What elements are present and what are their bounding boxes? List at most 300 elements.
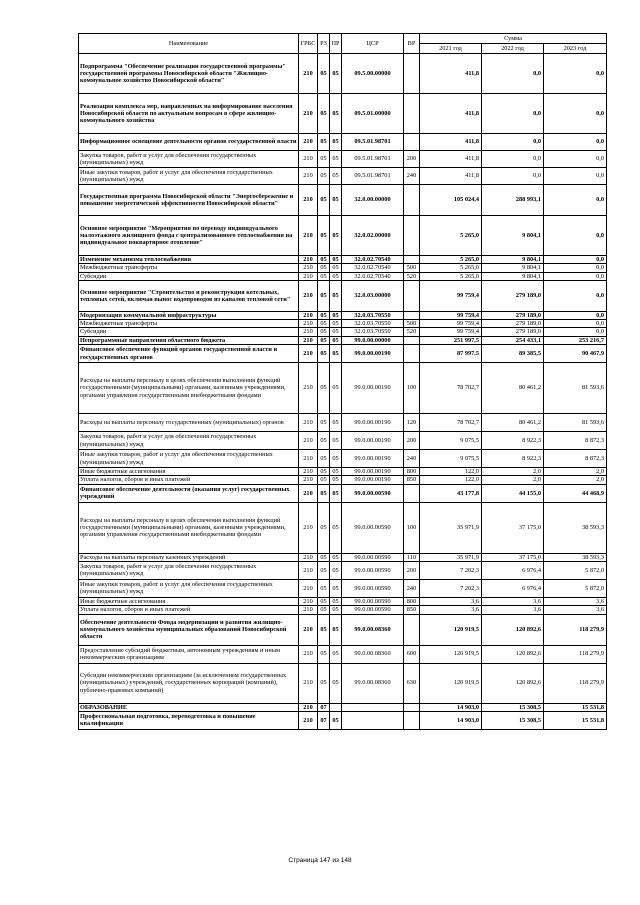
cell-vr [404, 185, 420, 216]
cell-vr [404, 345, 420, 363]
cell-pr: 05 [330, 272, 342, 280]
cell-y3: 8 872,3 [544, 432, 607, 450]
table-row [79, 597, 607, 605]
cell-rz: 05 [318, 502, 330, 553]
cell-y3: 0,0 [544, 94, 607, 134]
cell-rz: 05 [318, 328, 330, 336]
col-header-sum: Сумма [420, 34, 607, 44]
col-header-year-2021: 2021 год [420, 44, 482, 54]
cell-vr [404, 280, 420, 311]
cell-vr: 240 [404, 168, 420, 185]
cell-y2: 254 433,1 [482, 336, 544, 344]
cell-name: Иные закупки товаров, работ и услуг для обеспечения государственных (муниципальных) нужд [79, 450, 299, 468]
cell-csr: 99.0.00.08360 [342, 645, 404, 663]
cell-y3: 2,0 [544, 468, 607, 476]
cell-vr: 120 [404, 414, 420, 432]
cell-vr: 110 [404, 553, 420, 561]
cell-pr: 05 [330, 468, 342, 476]
cell-rz: 05 [318, 272, 330, 280]
cell-rz: 05 [318, 468, 330, 476]
table-row [79, 468, 607, 476]
cell-y3: 0,0 [544, 264, 607, 272]
cell-y1: 411,8 [420, 151, 482, 168]
table-row [79, 561, 607, 579]
cell-pr: 05 [330, 151, 342, 168]
cell-y1: 78 702,7 [420, 363, 482, 414]
cell-y3: 38 593,3 [544, 553, 607, 561]
cell-pr [330, 703, 342, 711]
cell-vr: 850 [404, 476, 420, 484]
cell-vr [404, 703, 420, 711]
cell-y2: 2,0 [482, 476, 544, 484]
cell-grbs: 210 [299, 502, 318, 553]
table-row [79, 256, 607, 264]
cell-y1: 43 177,8 [420, 484, 482, 502]
cell-pr: 05 [330, 484, 342, 502]
table-row [79, 216, 607, 256]
cell-pr: 05 [330, 645, 342, 663]
cell-y3: 0,0 [544, 151, 607, 168]
cell-y2: 8 922,3 [482, 450, 544, 468]
cell-name: Закупка товаров, работ и услуг для обеспечения государственных (муниципальных) нужд [79, 561, 299, 579]
cell-y1: 5 265,0 [420, 216, 482, 256]
table-row [79, 579, 607, 597]
cell-csr: 99.0.00.00190 [342, 476, 404, 484]
cell-y2: 279 189,0 [482, 320, 544, 328]
cell-grbs: 210 [299, 272, 318, 280]
cell-y1: 9 075,5 [420, 432, 482, 450]
cell-rz: 05 [318, 336, 330, 344]
cell-grbs: 210 [299, 134, 318, 151]
cell-vr: 800 [404, 468, 420, 476]
cell-grbs: 210 [299, 256, 318, 264]
cell-y2: 3,6 [482, 597, 544, 605]
table-row [79, 185, 607, 216]
cell-rz: 05 [318, 484, 330, 502]
cell-vr [404, 94, 420, 134]
cell-pr: 05 [330, 264, 342, 272]
cell-name: Информационное освещение деятельности органов государственной власти [79, 134, 299, 151]
cell-grbs: 210 [299, 606, 318, 614]
col-header-rz: РЗ [318, 34, 330, 54]
cell-y1: 14 903,0 [420, 711, 482, 729]
cell-y1: 99 759,4 [420, 328, 482, 336]
cell-csr: 09.5.01.98701 [342, 134, 404, 151]
cell-name: Субсидии [79, 328, 299, 336]
cell-grbs: 210 [299, 94, 318, 134]
cell-csr: 99.0.00.00590 [342, 606, 404, 614]
cell-rz: 05 [318, 645, 330, 663]
cell-pr: 05 [330, 94, 342, 134]
cell-y2: 80 461,2 [482, 363, 544, 414]
cell-csr: 99.0.00.00590 [342, 553, 404, 561]
cell-grbs: 210 [299, 280, 318, 311]
cell-csr: 99.0.00.08360 [342, 614, 404, 645]
cell-y2: 0,0 [482, 168, 544, 185]
cell-rz: 05 [318, 320, 330, 328]
table-row [79, 711, 607, 729]
cell-pr: 05 [330, 476, 342, 484]
table-row [79, 476, 607, 484]
cell-name: Финансовое обеспечение функций органов государственной власти и государственных органов [79, 345, 299, 363]
cell-name: Межбюджетные трансферты [79, 264, 299, 272]
cell-y1: 411,8 [420, 54, 482, 94]
cell-csr: 99.0.00.00190 [342, 450, 404, 468]
page-footer: Страница 147 из 148 [288, 857, 352, 864]
cell-grbs: 210 [299, 432, 318, 450]
cell-csr: 99.0.00.00590 [342, 561, 404, 579]
table-row [79, 703, 607, 711]
cell-pr: 05 [330, 168, 342, 185]
cell-vr [404, 216, 420, 256]
cell-name: Реализация комплекса мер, направленных на информирование населения Новосибирской области по актуальным вопросам в сфере жилищно-коммунального хозяйства [79, 94, 299, 134]
cell-y1: 78 702,7 [420, 414, 482, 432]
cell-rz: 05 [318, 280, 330, 311]
cell-rz: 05 [318, 168, 330, 185]
cell-y2: 6 976,4 [482, 579, 544, 597]
cell-y2: 0,0 [482, 54, 544, 94]
cell-y1: 5 265,0 [420, 264, 482, 272]
cell-name: Подпрограмма "Обеспечение реализации государственной программы" государственной программы Новосибирской области "Жилищно-коммунальное хозяйство Новосибирской области" [79, 54, 299, 94]
table-row [79, 151, 607, 168]
cell-name: Уплата налогов, сборов и иных платежей [79, 476, 299, 484]
cell-grbs: 210 [299, 484, 318, 502]
cell-vr [404, 54, 420, 94]
cell-y3: 0,0 [544, 272, 607, 280]
cell-csr: 09.5.00.00000 [342, 54, 404, 94]
cell-y1: 9 075,5 [420, 450, 482, 468]
cell-rz: 05 [318, 363, 330, 414]
cell-grbs: 210 [299, 450, 318, 468]
cell-rz: 05 [318, 151, 330, 168]
cell-vr: 500 [404, 320, 420, 328]
cell-y1: 411,8 [420, 134, 482, 151]
cell-pr: 05 [330, 363, 342, 414]
cell-rz: 07 [318, 711, 330, 729]
cell-y1: 120 919,5 [420, 645, 482, 663]
table-row [79, 414, 607, 432]
cell-y2: 89 385,5 [482, 345, 544, 363]
cell-y3: 3,6 [544, 597, 607, 605]
cell-vr: 850 [404, 606, 420, 614]
cell-y3: 0,0 [544, 256, 607, 264]
cell-y2: 6 976,4 [482, 561, 544, 579]
cell-pr: 05 [330, 328, 342, 336]
table-row [79, 311, 607, 319]
cell-vr: 100 [404, 502, 420, 553]
cell-csr: 99.0.00.00190 [342, 345, 404, 363]
cell-y3: 253 216,7 [544, 336, 607, 344]
cell-pr: 05 [330, 185, 342, 216]
table-row [79, 272, 607, 280]
cell-rz: 05 [318, 432, 330, 450]
cell-y2: 8 922,3 [482, 432, 544, 450]
table-row [79, 606, 607, 614]
cell-name: Расходы на выплаты персоналу в целях обеспечения выполнения функций государственными (муниципальными) органами, казенными учреждениями, органами управления государственными внебюджетными фондами [79, 502, 299, 553]
cell-grbs: 210 [299, 711, 318, 729]
cell-name: Обеспечение деятельности Фонда модернизации и развития жилищно-коммунального хозяйства муниципальных образований Новосибирской области [79, 614, 299, 645]
cell-vr [404, 134, 420, 151]
cell-y2: 120 892,6 [482, 663, 544, 703]
cell-pr: 05 [330, 450, 342, 468]
cell-y3: 0,0 [544, 216, 607, 256]
cell-grbs: 210 [299, 468, 318, 476]
cell-rz: 05 [318, 134, 330, 151]
budget-table-container [78, 33, 606, 730]
cell-y1: 99 759,4 [420, 311, 482, 319]
table-row [79, 168, 607, 185]
cell-y1: 411,8 [420, 168, 482, 185]
cell-vr: 240 [404, 579, 420, 597]
cell-y2: 0,0 [482, 94, 544, 134]
cell-vr [404, 614, 420, 645]
cell-pr: 05 [330, 311, 342, 319]
cell-csr: 99.0.00.00190 [342, 363, 404, 414]
cell-csr: 99.0.00.08360 [342, 663, 404, 703]
cell-vr: 200 [404, 432, 420, 450]
cell-name: Иные бюджетные ассигнования [79, 468, 299, 476]
cell-pr: 05 [330, 614, 342, 645]
cell-vr: 800 [404, 597, 420, 605]
table-row [79, 432, 607, 450]
cell-pr: 05 [330, 256, 342, 264]
cell-grbs: 210 [299, 345, 318, 363]
cell-rz: 05 [318, 311, 330, 319]
cell-y2: 9 804,1 [482, 264, 544, 272]
cell-y1: 411,8 [420, 94, 482, 134]
cell-vr: 100 [404, 363, 420, 414]
table-row [79, 280, 607, 311]
cell-pr: 05 [330, 502, 342, 553]
cell-y1: 99 759,4 [420, 320, 482, 328]
cell-vr [404, 484, 420, 502]
cell-rz: 05 [318, 264, 330, 272]
cell-name: Непрограммные направления областного бюджета [79, 336, 299, 344]
cell-vr [404, 311, 420, 319]
cell-rz: 05 [318, 54, 330, 94]
cell-pr: 05 [330, 711, 342, 729]
cell-rz: 05 [318, 553, 330, 561]
cell-csr: 09.5.01.00000 [342, 94, 404, 134]
budget-table [78, 33, 607, 730]
cell-y1: 7 202,3 [420, 561, 482, 579]
cell-pr: 05 [330, 663, 342, 703]
cell-y2: 9 804,1 [482, 256, 544, 264]
cell-rz: 05 [318, 414, 330, 432]
cell-y3: 118 279,9 [544, 645, 607, 663]
cell-csr: 99.0.00.00190 [342, 414, 404, 432]
cell-y3: 2,0 [544, 476, 607, 484]
table-row [79, 645, 607, 663]
cell-rz: 05 [318, 614, 330, 645]
cell-rz: 05 [318, 450, 330, 468]
cell-name: Государственная программа Новосибирской области "Энергосбережение и повышение энергетической эффективности Новосибирской области" [79, 185, 299, 216]
table-row [79, 484, 607, 502]
cell-name: Закупка товаров, работ и услуг для обеспечения государственных (муниципальных) нужд [79, 432, 299, 450]
cell-csr: 09.5.01.98701 [342, 168, 404, 185]
cell-y1: 87 997,5 [420, 345, 482, 363]
cell-vr [404, 336, 420, 344]
cell-y1: 120 919,5 [420, 663, 482, 703]
cell-csr: 99.0.00.00190 [342, 468, 404, 476]
table-row [79, 336, 607, 344]
cell-grbs: 210 [299, 476, 318, 484]
cell-grbs: 210 [299, 414, 318, 432]
cell-y3: 5 872,0 [544, 561, 607, 579]
cell-grbs: 210 [299, 614, 318, 645]
cell-y3: 81 593,6 [544, 414, 607, 432]
col-header-name: Наименование [79, 34, 299, 54]
cell-y2: 279 189,0 [482, 280, 544, 311]
cell-rz: 05 [318, 597, 330, 605]
cell-y3: 0,0 [544, 134, 607, 151]
cell-csr [342, 703, 404, 711]
cell-y3: 44 468,9 [544, 484, 607, 502]
cell-y1: 105 024,4 [420, 185, 482, 216]
table-row [79, 663, 607, 703]
cell-grbs: 210 [299, 579, 318, 597]
cell-name: Иные закупки товаров, работ и услуг для обеспечения государственных (муниципальных) нужд [79, 579, 299, 597]
cell-y2: 0,0 [482, 134, 544, 151]
cell-y2: 279 189,0 [482, 328, 544, 336]
cell-name: Расходы на выплаты персоналу в целях обеспечения выполнения функций государственными (муниципальными) органами, казенными учреждениями, органами управления государственными внебюджетными фондами [79, 363, 299, 414]
table-row [79, 363, 607, 414]
cell-y2: 15 308,5 [482, 711, 544, 729]
cell-grbs: 210 [299, 328, 318, 336]
cell-grbs: 210 [299, 703, 318, 711]
cell-pr: 05 [330, 345, 342, 363]
table-row [79, 502, 607, 553]
cell-grbs: 210 [299, 645, 318, 663]
cell-vr: 520 [404, 328, 420, 336]
cell-y1: 35 971,9 [420, 553, 482, 561]
table-row [79, 94, 607, 134]
cell-y1: 5 265,0 [420, 272, 482, 280]
cell-name: ОБРАЗОВАНИЕ [79, 703, 299, 711]
cell-y3: 5 872,0 [544, 579, 607, 597]
cell-pr: 05 [330, 432, 342, 450]
cell-y3: 118 279,9 [544, 614, 607, 645]
cell-name: Иные закупки товаров, работ и услуг для обеспечения государственных (муниципальных) нужд [79, 168, 299, 185]
cell-grbs: 210 [299, 597, 318, 605]
cell-csr: 99.0.00.00590 [342, 597, 404, 605]
cell-csr [342, 711, 404, 729]
cell-y2: 37 175,0 [482, 553, 544, 561]
cell-csr: 09.5.01.98701 [342, 151, 404, 168]
cell-name: Расходы на выплаты персоналу казенных учреждений [79, 553, 299, 561]
cell-y2: 288 993,1 [482, 185, 544, 216]
cell-rz: 05 [318, 663, 330, 703]
cell-y1: 3,6 [420, 606, 482, 614]
cell-rz: 05 [318, 256, 330, 264]
cell-y3: 118 279,9 [544, 663, 607, 703]
cell-grbs: 210 [299, 185, 318, 216]
cell-pr: 05 [330, 134, 342, 151]
cell-rz: 05 [318, 94, 330, 134]
cell-grbs: 210 [299, 54, 318, 94]
cell-name: Предоставление субсидий бюджетным, автономным учреждениям и иным некоммерческим организациям [79, 645, 299, 663]
col-header-year-2023: 2023 год [544, 44, 607, 54]
cell-csr: 99.0.00.00590 [342, 484, 404, 502]
cell-pr: 05 [330, 597, 342, 605]
cell-y2: 9 804,1 [482, 216, 544, 256]
cell-csr: 99.0.00.00590 [342, 502, 404, 553]
cell-y3: 0,0 [544, 320, 607, 328]
cell-y3: 81 593,6 [544, 363, 607, 414]
table-row [79, 614, 607, 645]
table-row [79, 320, 607, 328]
cell-y2: 80 461,2 [482, 414, 544, 432]
cell-grbs: 210 [299, 320, 318, 328]
cell-y2: 9 804,1 [482, 272, 544, 280]
cell-rz: 05 [318, 345, 330, 363]
cell-y3: 15 531,8 [544, 711, 607, 729]
cell-vr: 520 [404, 272, 420, 280]
cell-y2: 3,6 [482, 606, 544, 614]
table-row [79, 134, 607, 151]
cell-name: Основное мероприятие "Строительство и реконструкция котельных, тепловых сетей, включая вынос водопроводов из каналов тепловой сети" [79, 280, 299, 311]
table-body [79, 54, 607, 730]
cell-y1: 122,0 [420, 476, 482, 484]
cell-vr [404, 256, 420, 264]
cell-name: Профессиональная подготовка, переподготовка и повышение квалификации [79, 711, 299, 729]
cell-y2: 279 189,0 [482, 311, 544, 319]
col-header-grbs: ГРБС [299, 34, 318, 54]
cell-pr: 05 [330, 414, 342, 432]
cell-grbs: 210 [299, 363, 318, 414]
cell-csr: 32.0.03.70550 [342, 311, 404, 319]
col-header-vr: ВР [404, 34, 420, 54]
cell-y2: 120 892,6 [482, 645, 544, 663]
cell-name: Модернизация коммунальной инфраструктуры [79, 311, 299, 319]
cell-csr: 32.0.00.00000 [342, 185, 404, 216]
cell-name: Субсидии некоммерческим организациям (за исключением государственных (муниципальных) учреждений, государственных корпораций (компаний), публично-правовых компаний) [79, 663, 299, 703]
cell-rz: 05 [318, 476, 330, 484]
cell-rz: 05 [318, 561, 330, 579]
cell-name: Субсидии [79, 272, 299, 280]
col-header-year-2022: 2022 год [482, 44, 544, 54]
cell-y1: 120 919,5 [420, 614, 482, 645]
cell-name: Расходы на выплаты персоналу государственных (муниципальных) органов [79, 414, 299, 432]
cell-y3: 0,0 [544, 311, 607, 319]
cell-y3: 38 593,3 [544, 502, 607, 553]
cell-vr: 630 [404, 663, 420, 703]
cell-grbs: 210 [299, 311, 318, 319]
col-header-csr: ЦСР [342, 34, 404, 54]
cell-grbs: 210 [299, 561, 318, 579]
cell-y3: 3,6 [544, 606, 607, 614]
cell-y3: 0,0 [544, 168, 607, 185]
cell-csr: 32.0.02.00000 [342, 216, 404, 256]
cell-y2: 0,0 [482, 151, 544, 168]
table-row [79, 450, 607, 468]
cell-pr: 05 [330, 336, 342, 344]
cell-vr: 200 [404, 151, 420, 168]
table-row [79, 345, 607, 363]
table-row [79, 264, 607, 272]
cell-rz: 05 [318, 579, 330, 597]
table-row [79, 328, 607, 336]
cell-grbs: 210 [299, 663, 318, 703]
cell-y1: 3,6 [420, 597, 482, 605]
cell-csr: 32.0.02.70540 [342, 264, 404, 272]
cell-csr: 32.0.02.70540 [342, 256, 404, 264]
cell-y1: 251 997,5 [420, 336, 482, 344]
cell-vr: 240 [404, 450, 420, 468]
cell-y2: 15 308,5 [482, 703, 544, 711]
cell-y3: 8 872,3 [544, 450, 607, 468]
table-row [79, 54, 607, 94]
